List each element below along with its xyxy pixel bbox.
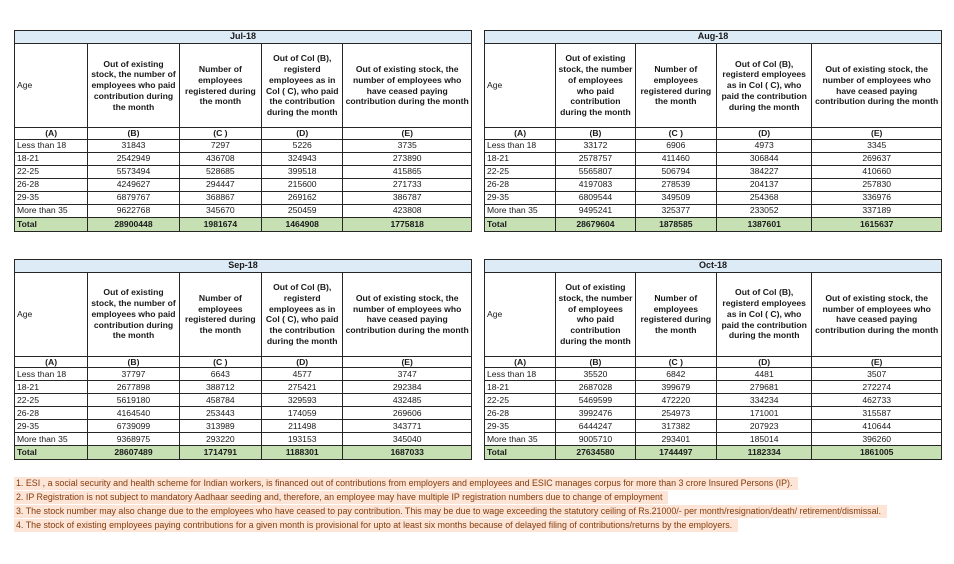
- total-value: 27634580: [556, 446, 635, 460]
- age-row: [15, 191, 472, 204]
- value-cell: 4197083: [556, 178, 635, 191]
- value-cell: 388712: [179, 381, 261, 394]
- age-label: 22-25: [15, 394, 88, 407]
- age-label: Less than 18: [15, 368, 88, 381]
- col-header-d: Out of Col (B), registerd employees as in Col ( C), who paid the contribution during the month: [716, 44, 811, 128]
- value-cell: 458784: [179, 394, 261, 407]
- value-cell: 9005710: [556, 433, 635, 446]
- age-label: 18-21: [15, 381, 88, 394]
- age-row: [485, 407, 942, 420]
- total-row: [15, 217, 472, 231]
- col-header-age: Age: [485, 44, 556, 128]
- total-row: [485, 446, 942, 460]
- column-letter: (C ): [179, 356, 261, 368]
- age-row: [15, 178, 472, 191]
- age-row: [485, 433, 942, 446]
- col-header-d: Out of Col (B), registerd employees as in Col ( C), who paid the contribution during the month: [262, 272, 343, 356]
- month-title: Jul-18: [15, 31, 472, 44]
- col-header-e: Out of existing stock, the number of employees who have ceased paying contribution during the month: [343, 272, 472, 356]
- value-cell: 3992476: [556, 407, 635, 420]
- age-row: [485, 394, 942, 407]
- value-cell: 204137: [716, 178, 811, 191]
- value-cell: 349509: [635, 191, 716, 204]
- value-cell: 4973: [716, 139, 811, 152]
- value-cell: 3507: [812, 368, 942, 381]
- age-label: 18-21: [485, 381, 556, 394]
- age-row: [485, 420, 942, 433]
- footnote-line: 2. IP Registration is not subject to mandatory Aadhaar seeding and, therefore, an employee may have multiple IP registration numbers due to change of employment: [14, 491, 668, 504]
- age-label: 26-28: [485, 407, 556, 420]
- footnote-line: 4. The stock of existing employees paying contributions for a given month is provisional for upto at least six months because of delayed filing of contributions/returns by the employers.: [14, 519, 738, 532]
- col-header-d: Out of Col (B), registerd employees as in Col ( C), who paid the contribution during the month: [262, 44, 343, 128]
- total-value: 1387601: [716, 217, 811, 231]
- value-cell: 4577: [262, 368, 343, 381]
- value-cell: 2677898: [88, 381, 179, 394]
- value-cell: 193153: [262, 433, 343, 446]
- value-cell: 9495241: [556, 204, 635, 217]
- value-cell: 329593: [262, 394, 343, 407]
- column-letter: (D): [716, 128, 811, 140]
- footnote-line: 3. The stock number may also change due to the employees who have ceased to pay contribution. This may be due to wage exceeding the statutory ceiling of Rs.21000/- per month/resignation/death/ retirement/dismissal.: [14, 505, 887, 518]
- value-cell: 472220: [635, 394, 716, 407]
- value-cell: 6842: [635, 368, 716, 381]
- value-cell: 343771: [343, 420, 472, 433]
- age-row: [485, 381, 942, 394]
- col-header-e: Out of existing stock, the number of employees who have ceased paying contribution during the month: [812, 44, 942, 128]
- value-cell: 3345: [812, 139, 942, 152]
- col-header-e: Out of existing stock, the number of employees who have ceased paying contribution during the month: [343, 44, 472, 128]
- value-cell: 384227: [716, 165, 811, 178]
- col-header-b: Out of existing stock, the number of employees who paid contribution during the month: [556, 272, 635, 356]
- value-cell: 4481: [716, 368, 811, 381]
- value-cell: 279681: [716, 381, 811, 394]
- age-row: [15, 204, 472, 217]
- value-cell: 269162: [262, 191, 343, 204]
- age-label: More than 35: [485, 433, 556, 446]
- col-header-b: Out of existing stock, the number of employees who paid contribution during the month: [556, 44, 635, 128]
- month-title: Aug-18: [485, 31, 942, 44]
- total-value: 28679604: [556, 217, 635, 231]
- total-value: 1981674: [179, 217, 261, 231]
- value-cell: 278539: [635, 178, 716, 191]
- value-cell: 269606: [343, 407, 472, 420]
- col-header-c: Number of employees registered during the month: [179, 44, 261, 128]
- value-cell: 271733: [343, 178, 472, 191]
- age-label: More than 35: [15, 204, 88, 217]
- value-cell: 174059: [262, 407, 343, 420]
- value-cell: 423808: [343, 204, 472, 217]
- value-cell: 254973: [635, 407, 716, 420]
- total-value: 1464908: [262, 217, 343, 231]
- column-letter: (B): [556, 356, 635, 368]
- value-cell: 294447: [179, 178, 261, 191]
- total-row: [15, 446, 472, 460]
- column-letter: (E): [343, 128, 472, 140]
- total-value: 1714791: [179, 446, 261, 460]
- column-letter: (A): [485, 356, 556, 368]
- value-cell: 6906: [635, 139, 716, 152]
- value-cell: 4249627: [88, 178, 179, 191]
- age-row: [15, 152, 472, 165]
- value-cell: 315587: [812, 407, 942, 420]
- value-cell: 253443: [179, 407, 261, 420]
- value-cell: 325377: [635, 204, 716, 217]
- value-cell: 399679: [635, 381, 716, 394]
- value-cell: 2687028: [556, 381, 635, 394]
- total-value: 1182334: [716, 446, 811, 460]
- value-cell: 317382: [635, 420, 716, 433]
- value-cell: 37797: [88, 368, 179, 381]
- value-cell: 399518: [262, 165, 343, 178]
- value-cell: 293220: [179, 433, 261, 446]
- value-cell: 215600: [262, 178, 343, 191]
- age-row: [15, 394, 472, 407]
- table-oct-18: [484, 259, 942, 461]
- value-cell: 275421: [262, 381, 343, 394]
- value-cell: 3735: [343, 139, 472, 152]
- footnotes: [14, 477, 954, 533]
- value-cell: 9622768: [88, 204, 179, 217]
- age-row: [15, 139, 472, 152]
- col-header-age: Age: [15, 44, 88, 128]
- age-label: 26-28: [15, 178, 88, 191]
- total-label: Total: [485, 217, 556, 231]
- age-label: 26-28: [485, 178, 556, 191]
- value-cell: 207923: [716, 420, 811, 433]
- value-cell: 462733: [812, 394, 942, 407]
- col-header-d: Out of Col (B), registerd employees as in Col ( C), who paid the contribution during the month: [716, 272, 811, 356]
- value-cell: 2542949: [88, 152, 179, 165]
- age-label: 22-25: [485, 165, 556, 178]
- column-letter: (B): [88, 356, 179, 368]
- value-cell: 9368975: [88, 433, 179, 446]
- column-letter: (E): [343, 356, 472, 368]
- col-header-age: Age: [15, 272, 88, 356]
- table-jul-18: [14, 30, 472, 232]
- value-cell: 292384: [343, 381, 472, 394]
- tables-grid: [14, 30, 954, 460]
- month-title: Oct-18: [485, 259, 942, 272]
- footnote-line: 1. ESI , a social security and health scheme for Indian workers, is financed out of contributions from employers and employees and ESIC manages corpus for more than 3 crore Insured Persons (IP).: [14, 477, 798, 490]
- age-row: [485, 165, 942, 178]
- value-cell: 4164540: [88, 407, 179, 420]
- value-cell: 5565807: [556, 165, 635, 178]
- total-value: 1687033: [343, 446, 472, 460]
- age-label: 29-35: [15, 191, 88, 204]
- value-cell: 33172: [556, 139, 635, 152]
- value-cell: 337189: [812, 204, 942, 217]
- value-cell: 368867: [179, 191, 261, 204]
- value-cell: 5619180: [88, 394, 179, 407]
- age-label: Less than 18: [485, 368, 556, 381]
- value-cell: 5226: [262, 139, 343, 152]
- value-cell: 233052: [716, 204, 811, 217]
- value-cell: 5573494: [88, 165, 179, 178]
- total-value: 28900448: [88, 217, 179, 231]
- value-cell: 35520: [556, 368, 635, 381]
- col-header-age: Age: [485, 272, 556, 356]
- value-cell: 185014: [716, 433, 811, 446]
- value-cell: 386787: [343, 191, 472, 204]
- value-cell: 7297: [179, 139, 261, 152]
- column-letter: (E): [812, 128, 942, 140]
- column-letter: (C ): [179, 128, 261, 140]
- value-cell: 273890: [343, 152, 472, 165]
- age-row: [485, 204, 942, 217]
- age-label: 18-21: [485, 152, 556, 165]
- value-cell: 254368: [716, 191, 811, 204]
- value-cell: 211498: [262, 420, 343, 433]
- total-value: 28607489: [88, 446, 179, 460]
- age-row: [15, 165, 472, 178]
- column-letter: (C ): [635, 128, 716, 140]
- value-cell: 6643: [179, 368, 261, 381]
- total-value: 1775818: [343, 217, 472, 231]
- value-cell: 3747: [343, 368, 472, 381]
- age-label: More than 35: [15, 433, 88, 446]
- total-label: Total: [15, 446, 88, 460]
- table-aug-18: [484, 30, 942, 232]
- age-label: 29-35: [485, 191, 556, 204]
- value-cell: 528685: [179, 165, 261, 178]
- col-header-c: Number of employees registered during the month: [635, 44, 716, 128]
- column-letter: (D): [262, 356, 343, 368]
- value-cell: 250459: [262, 204, 343, 217]
- column-letter: (B): [556, 128, 635, 140]
- age-label: 29-35: [15, 420, 88, 433]
- value-cell: 411460: [635, 152, 716, 165]
- total-label: Total: [485, 446, 556, 460]
- value-cell: 293401: [635, 433, 716, 446]
- value-cell: 334234: [716, 394, 811, 407]
- value-cell: 336976: [812, 191, 942, 204]
- col-header-b: Out of existing stock, the number of employees who paid contribution during the month: [88, 44, 179, 128]
- age-row: [485, 178, 942, 191]
- age-row: [15, 407, 472, 420]
- column-letter: (E): [812, 356, 942, 368]
- age-row: [15, 420, 472, 433]
- value-cell: 345040: [343, 433, 472, 446]
- age-row: [485, 152, 942, 165]
- value-cell: 6444247: [556, 420, 635, 433]
- col-header-c: Number of employees registered during the month: [635, 272, 716, 356]
- column-letter: (D): [262, 128, 343, 140]
- value-cell: 396260: [812, 433, 942, 446]
- value-cell: 415865: [343, 165, 472, 178]
- total-value: 1188301: [262, 446, 343, 460]
- value-cell: 306844: [716, 152, 811, 165]
- age-label: Less than 18: [15, 139, 88, 152]
- age-label: 18-21: [15, 152, 88, 165]
- table-sep-18: [14, 259, 472, 461]
- column-letter: (C ): [635, 356, 716, 368]
- col-header-e: Out of existing stock, the number of employees who have ceased paying contribution during the month: [812, 272, 942, 356]
- value-cell: 272274: [812, 381, 942, 394]
- column-letter: (A): [15, 128, 88, 140]
- col-header-c: Number of employees registered during the month: [179, 272, 261, 356]
- value-cell: 6739099: [88, 420, 179, 433]
- total-value: 1615637: [812, 217, 942, 231]
- column-letter: (A): [15, 356, 88, 368]
- age-label: Less than 18: [485, 139, 556, 152]
- value-cell: 257830: [812, 178, 942, 191]
- age-row: [485, 368, 942, 381]
- month-title: Sep-18: [15, 259, 472, 272]
- value-cell: 313989: [179, 420, 261, 433]
- value-cell: 171001: [716, 407, 811, 420]
- total-label: Total: [15, 217, 88, 231]
- age-row: [15, 433, 472, 446]
- column-letter: (B): [88, 128, 179, 140]
- value-cell: 269637: [812, 152, 942, 165]
- value-cell: 5469599: [556, 394, 635, 407]
- value-cell: 31843: [88, 139, 179, 152]
- value-cell: 410660: [812, 165, 942, 178]
- total-value: 1861005: [812, 446, 942, 460]
- value-cell: 6879767: [88, 191, 179, 204]
- age-row: [15, 368, 472, 381]
- age-row: [485, 191, 942, 204]
- value-cell: 324943: [262, 152, 343, 165]
- value-cell: 436708: [179, 152, 261, 165]
- total-row: [485, 217, 942, 231]
- age-row: [15, 381, 472, 394]
- value-cell: 2578757: [556, 152, 635, 165]
- value-cell: 345670: [179, 204, 261, 217]
- age-row: [485, 139, 942, 152]
- col-header-b: Out of existing stock, the number of employees who paid contribution during the month: [88, 272, 179, 356]
- age-label: More than 35: [485, 204, 556, 217]
- total-value: 1878585: [635, 217, 716, 231]
- age-label: 26-28: [15, 407, 88, 420]
- age-label: 22-25: [15, 165, 88, 178]
- total-value: 1744497: [635, 446, 716, 460]
- column-letter: (D): [716, 356, 811, 368]
- age-label: 22-25: [485, 394, 556, 407]
- value-cell: 6809544: [556, 191, 635, 204]
- age-label: 29-35: [485, 420, 556, 433]
- value-cell: 432485: [343, 394, 472, 407]
- value-cell: 506794: [635, 165, 716, 178]
- value-cell: 410644: [812, 420, 942, 433]
- column-letter: (A): [485, 128, 556, 140]
